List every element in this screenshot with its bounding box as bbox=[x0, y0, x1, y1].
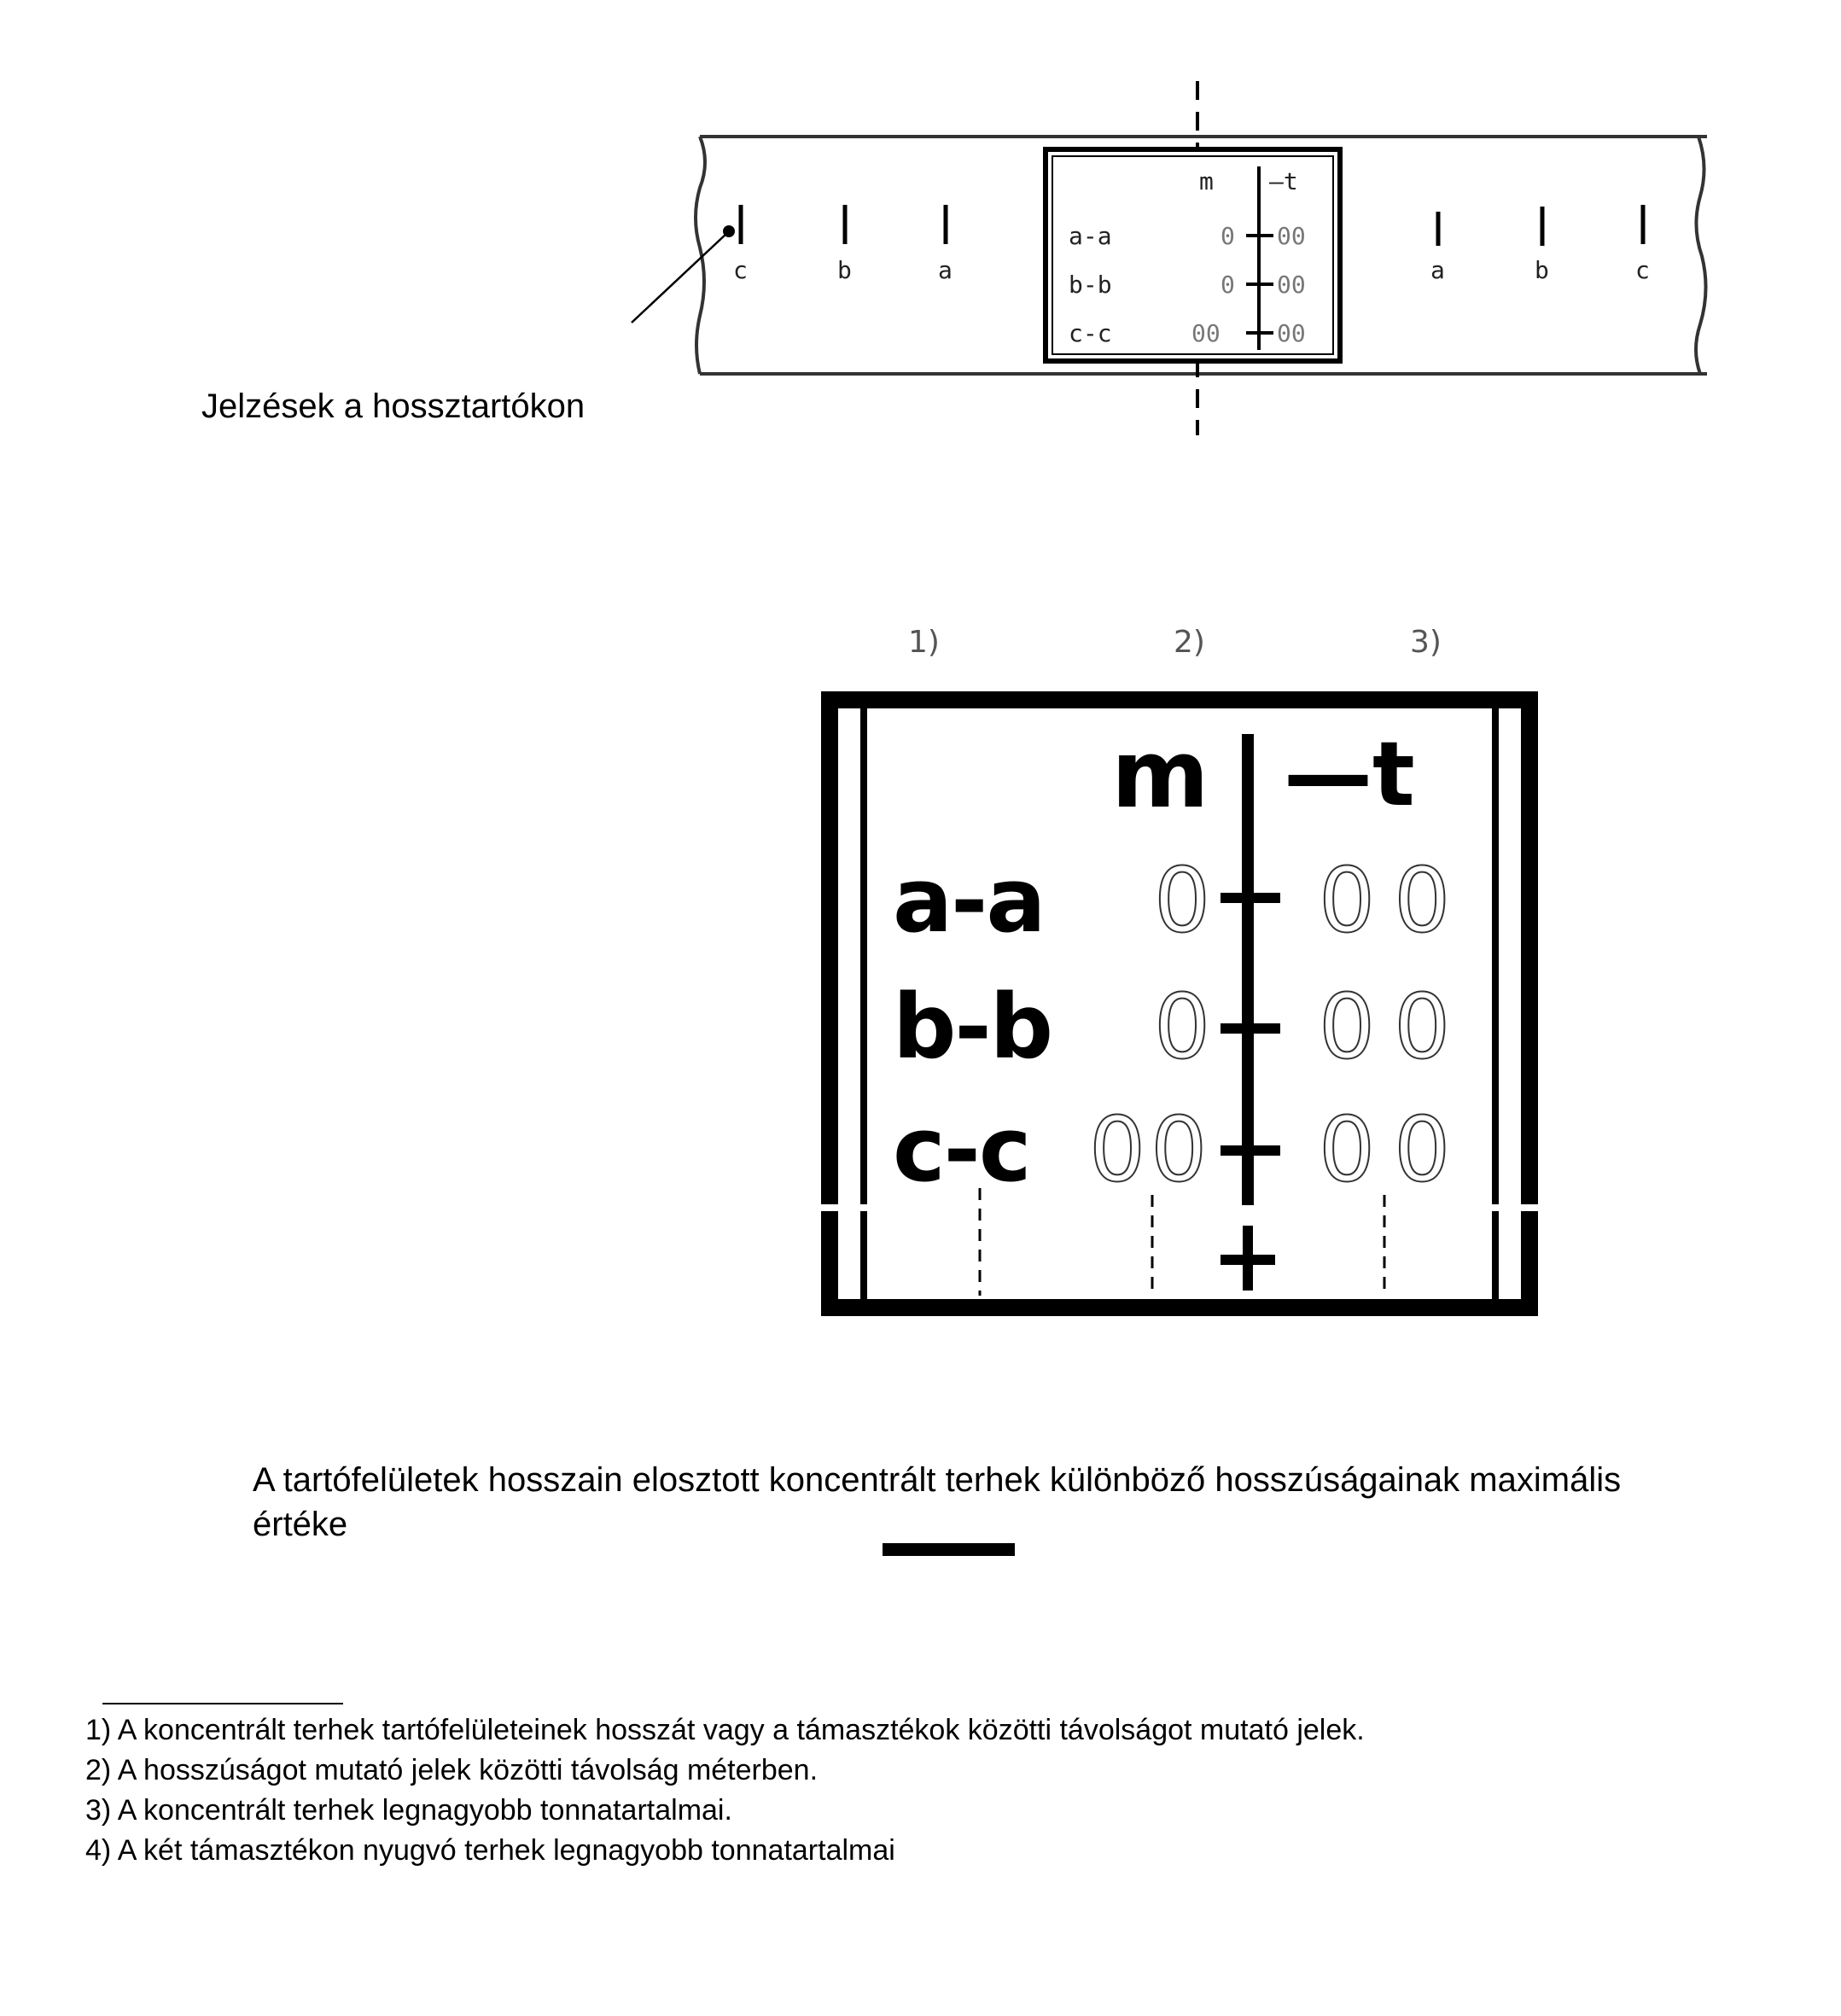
detail-row-t: 00 bbox=[1319, 848, 1470, 953]
right-mark-a-label: a bbox=[1430, 256, 1445, 284]
footnote-1: 1) A koncentrált terhek tartófelületeinek hosszát vagy a támasztékok közötti távolságot mutató jelek. bbox=[85, 1714, 1365, 1746]
column-note-2: 2) bbox=[1174, 625, 1205, 660]
detail-row-m: 0 bbox=[1154, 975, 1211, 1079]
footnote-2: 2) A hosszúságot mutató jelek közötti távolság méterben. bbox=[85, 1754, 819, 1786]
detail-header-t: —t bbox=[1284, 722, 1415, 826]
detail-row-label: c-c bbox=[893, 1098, 1030, 1202]
footnote-4: 4) A két támasztékon nyugvó terhek legnagyobb tonnatartalmai bbox=[85, 1834, 895, 1867]
plate-row-m: 0 bbox=[1221, 271, 1235, 299]
left-mark-a-label: a bbox=[938, 256, 953, 284]
plate-row-label: a-a bbox=[1069, 222, 1112, 250]
detail-row-m: 0 bbox=[1154, 848, 1211, 953]
plate-header-t: —t bbox=[1269, 167, 1298, 195]
top-diagram-caption: Jelzések a hossztartókon bbox=[201, 387, 586, 425]
left-mark-b-label: b bbox=[837, 256, 852, 284]
separator-bar bbox=[883, 1543, 1015, 1556]
detail-row-label: b-b bbox=[893, 975, 1052, 1079]
plate-row-t: 00 bbox=[1277, 319, 1306, 347]
girder-markings-diagram bbox=[615, 77, 1724, 444]
plate-row-t: 00 bbox=[1277, 222, 1306, 250]
plate-row-label: c-c bbox=[1069, 319, 1112, 347]
plate-row-m: 00 bbox=[1191, 319, 1221, 347]
detail-row-t: 00 bbox=[1319, 1098, 1470, 1202]
leader-line bbox=[632, 233, 727, 323]
main-caption bbox=[253, 1458, 1789, 1547]
main-caption-line-1: A tartófelületek hosszain elosztott koncentrált terhek különböző hosszúságainak maximális bbox=[253, 1461, 1622, 1499]
detail-header-m: m bbox=[1111, 720, 1209, 829]
girder-right-break bbox=[1696, 137, 1706, 374]
footnote-rule bbox=[102, 1703, 343, 1704]
main-caption-line-2: értéke bbox=[253, 1506, 348, 1543]
plate-header-m: m bbox=[1199, 167, 1214, 195]
detail-row-label: a-a bbox=[893, 848, 1045, 953]
footnote-3: 3) A koncentrált terhek legnagyobb tonnatartalmai. bbox=[85, 1794, 732, 1827]
plate-row-label: b-b bbox=[1069, 271, 1112, 299]
plate-row-t: 00 bbox=[1277, 271, 1306, 299]
leader-dot bbox=[723, 225, 735, 237]
column-note-1: 1) bbox=[908, 625, 940, 660]
plate-row-m: 0 bbox=[1221, 222, 1235, 250]
left-mark-c-label: c bbox=[733, 256, 748, 284]
footnotes bbox=[85, 1710, 1365, 1871]
detail-row-m: 00 bbox=[1089, 1098, 1213, 1202]
detail-row-t: 00 bbox=[1319, 975, 1470, 1079]
column-note-3: 3) bbox=[1410, 625, 1442, 660]
right-mark-b-label: b bbox=[1535, 256, 1549, 284]
right-mark-c-label: c bbox=[1635, 256, 1650, 284]
